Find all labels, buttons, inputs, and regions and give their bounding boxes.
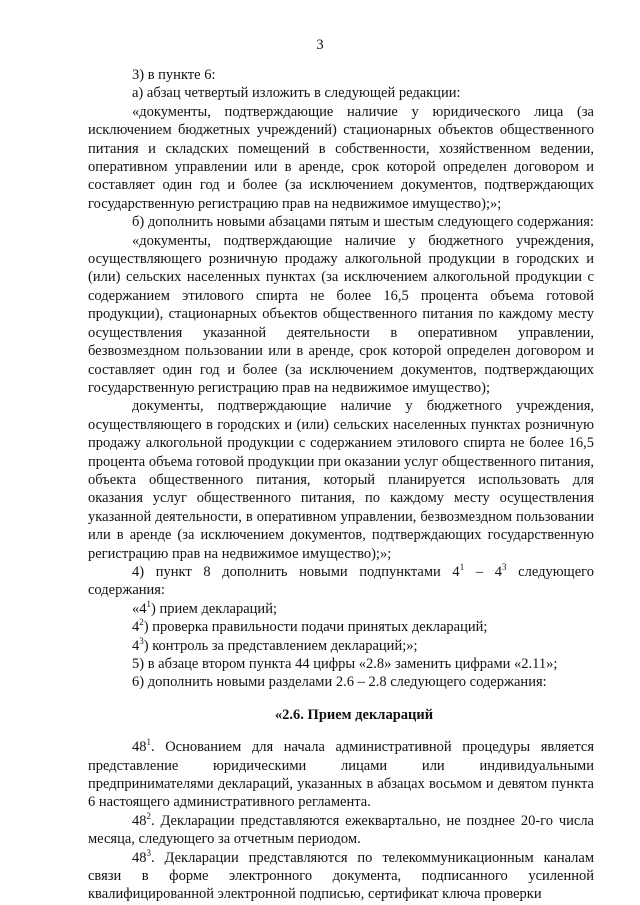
item-3a: а) абзац четвертый изложить в следующей редакции:	[132, 85, 461, 102]
clause-48-3: $48^3$. Декларации представляются по телекоммуникационным каналам связи в форме электронного документа, подписанного усиленной квалифицированной электронной подписью, сертификат ключа проверки	[88, 847, 594, 903]
item-3b: б) дополнить новыми абзацами пятым и шестым следующего содержания:	[132, 214, 594, 231]
clause-48-1: $48^1$. Основанием для начала административной процедуры является представление юридическими лицами или индивидуальными предпринимателями деклараций, указанных в абзацах восьмом и девятом пункта 6 настоящего административного регламента.	[88, 737, 594, 811]
paragraph-6-text: документы, подтверждающие наличие у бюджетного учреждения, осуществляющего в городских и (или) сельских населенных пунктах розничную продажу алкогольной продукции с содержанием этилового спирта не более 16,5 процента объема готовой продукции при оказании услуг общественного питания, объекта общественного питания, который планируется использовать для оказания услуг общественного питания, по каждому месту осуществления указанной деятельности, в оперативном управлении, безвозмездном пользовании или в аренде (за исключением документов, подтверждающих государственную регистрацию прав на недвижимое имущество);»;	[88, 398, 594, 562]
paragraph-4-text: «документы, подтверждающие наличие у юридического лица (за исключением бюджетных учреждений) стационарных объектов общественного питания и складских помещений в собственности, хозяйственном ведении, оперативном управлении или в аренде, срок которой определен договором и составляет один год и более (за исключением документов, подтверждающих государственную регистрацию прав на недвижимое имущество);»;	[88, 103, 594, 212]
item-4: 4) пункт 8 дополнить новыми подпунктами $4^1 - 4^3$ следующего содержания:	[88, 561, 594, 599]
item-3: 3) в пункте 6:	[132, 67, 216, 83]
item-5: 5) в абзаце втором пункта 44 цифры «2.8» заменить цифрами «2.11»;	[132, 656, 558, 672]
page-number: 3	[316, 37, 324, 53]
item-6: 6) дополнить новыми разделами 2.6 – 2.8 следующего содержания:	[132, 674, 547, 691]
paragraph-5-text: «документы, подтверждающие наличие у бюджетного учреждения, осуществляющего розничную продажу алкогольной продукции в городских и (или) сельских населенных пунктах (за исключением алкогольной продукции с содержанием этилового спирта не более 16,5 процента объема готовой продукции), стационарных объектов общественного питания по каждому месту осуществления указанной деятельности в оперативном управлении, безвозмездном пользовании или в аренде, срок которой определен договором и составляет один год и более (за исключением документов, подтверждающих государственную регистрацию прав на недвижимое имущество);	[88, 232, 594, 396]
subitem-4-1: «$4^1$) прием деклараций;	[132, 598, 277, 617]
document-body	[88, 66, 594, 904]
subitem-4-3: $4^3$) контроль за представлением деклараций;»;	[132, 635, 418, 654]
subitem-4-2: $4^2$) проверка правильности подачи принятых деклараций;	[132, 617, 488, 636]
clause-48-2: $48^2$. Декларации представляются ежеквартально, не позднее 20-го числа месяца, следующего за отчетным периодом.	[88, 810, 594, 848]
section-heading: «2.6. Прием деклараций	[274, 706, 434, 723]
